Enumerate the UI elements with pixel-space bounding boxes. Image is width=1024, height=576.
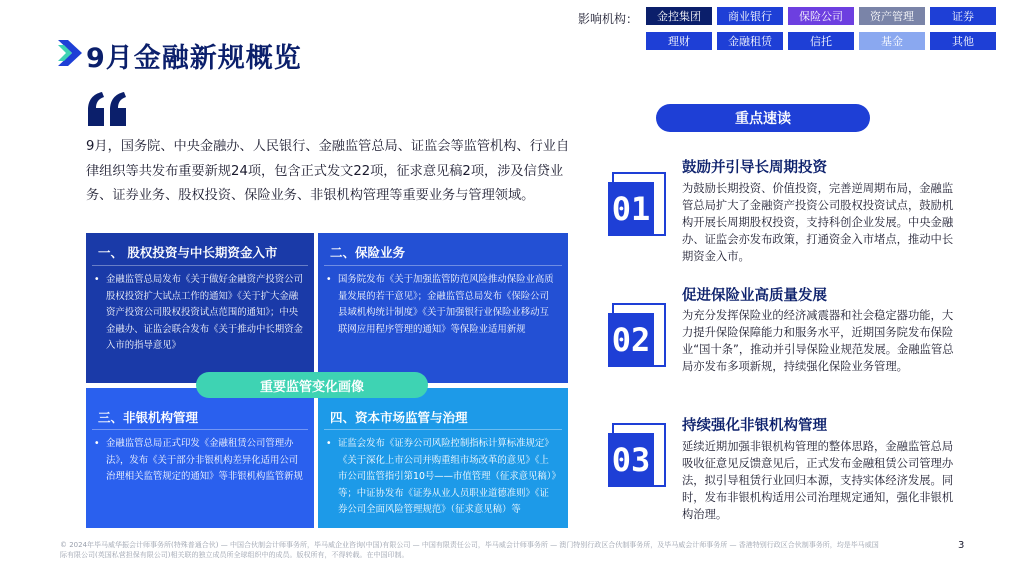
institutions-legend (646, 7, 996, 50)
bullet-icon: • (326, 274, 332, 285)
center-label: 重要监管变化画像 (196, 372, 428, 398)
footer-disclaimer: © 2024年毕马威华振会计师事务所(特殊普通合伙) — 中国合伙制会计师事务所，毕马威企业咨询(中国)有限公司 — 中国有限责任公司，毕马威会计师事务所 — 澳门特别行政区合伙制事务所，及毕马威会计师事务所 — 香港特别行政区合伙制事务所，均是毕马威国际有限公司(英国私营担保有限公司)相关联的独立成员所全球组织中的成员。版权所有，不得转载。在中国印制。 (60, 541, 879, 559)
intro-paragraph: 9月，国务院、中央金融办、人民银行、金融监管总局、证监会等监管机构、行业自律组织等共发布重要新规24项，包含正式发文22项，征求意见稿2项，涉及信贷业务、证券业务、股权投资、保险业务、非银机构管理等重要业务与管理领域。 (86, 139, 570, 203)
quadrant-title: 二、保险业务 (324, 233, 562, 266)
institution-chip: 基金 (859, 32, 925, 50)
quadrant-text: 金融监管总局正式印发《金融租赁公司管理办法》，发布《关于部分非银机构差异化适用公司治理相关监管规定的通知》等非银机构监管新规 (106, 438, 303, 482)
bullet-icon: • (94, 438, 100, 449)
institution-chip: 信托 (788, 32, 854, 50)
quadrant-insurance (318, 233, 568, 383)
quadrant-non-bank (86, 388, 314, 528)
number-badge (612, 423, 666, 487)
bullet-icon: • (94, 274, 100, 285)
focus-text: 延续近期加强非银机构管理的整体思路，金融监管总局吸收征意见反馈意见后，正式发布金融租赁公司管理办法，拟引导租赁行业回归本源，支持实体经济发展。同时，发布非银机构适用公司治理规定通知，强化非银机构治理。 (682, 440, 954, 521)
quote-icon (86, 92, 130, 126)
institution-chip: 商业银行 (717, 7, 783, 25)
focus-title: 促进保险业高质量发展 (682, 288, 827, 304)
institution-chip: 金融租赁 (717, 32, 783, 50)
quadrant-title: 四、资本市场监管与治理 (324, 388, 562, 430)
focus-text: 为充分发挥保险业的经济减震器和社会稳定器功能，大力提升保险保障能力和服务水平，近期国务院发布保险业“国十条”，推动并引导保险业规范发展。金融监管总局亦发布多项新规，持续强化保险业务管理。 (682, 309, 954, 373)
institutions-label: 影响机构： (578, 12, 639, 26)
institution-chip: 金控集团 (646, 7, 712, 25)
page-number: 3 (958, 540, 965, 551)
number-badge-text: 01 (608, 182, 654, 236)
institution-chip: 证券 (930, 7, 996, 25)
key-points-label: 重点速读 (656, 104, 870, 132)
institution-chip: 其他 (930, 32, 996, 50)
focus-title: 持续强化非银机构管理 (682, 418, 827, 434)
number-badge-text: 02 (608, 313, 654, 367)
focus-text: 为鼓励长期投资、价值投资，完善逆周期布局，金融监管总局扩大了金融资产投资公司股权投资试点，鼓励机构开展长周期股权投资，支持科创企业发展。中央金融办、证监会亦发布政策，打通资金入市堵点，推动中长期资金入市。 (682, 182, 954, 263)
quadrant-text: 国务院发布《关于加强监管防范风险推动保险业高质量发展的若干意见》；金融监管总局发布《保险公司县域机构统计制度》《关于加强银行业保险业移动互联网应用程序管理的通知》等保险业适用新规 (338, 274, 554, 335)
number-badge (612, 303, 666, 367)
institution-chip: 保险公司 (788, 7, 854, 25)
quadrant-text: 证监会发布《证券公司风险控制指标计算标准规定》《关于深化上市公司并购重组市场改革的意见》《上市公司监管指引第10号——市值管理（征求意见稿）》等；中证协发布《证券从业人员职业道德准则》《证券公司全面风险管理规范》（征求意见稿）等 (338, 438, 557, 515)
bullet-icon: • (326, 438, 332, 449)
quadrant-text: 金融监管总局发布《关于做好金融资产投资公司股权投资扩大试点工作的通知》《关于扩大金融资产投资公司股权投资试点范围的通知》；中央金融办、证监会联合发布《关于推动中长期资金入市的指导意见》 (106, 274, 303, 351)
page-title: 9月金融新规概览 (86, 43, 302, 74)
brand-arrow-icon (58, 40, 82, 66)
quadrant-equity-investment (86, 233, 314, 383)
number-badge (612, 172, 666, 236)
quadrant-capital-market (318, 388, 568, 528)
institution-chip: 理财 (646, 32, 712, 50)
focus-title: 鼓励并引导长周期投资 (682, 160, 827, 176)
quadrant-title: 三、非银机构管理 (92, 388, 308, 430)
institution-chip: 资产管理 (859, 7, 925, 25)
number-badge-text: 03 (608, 433, 654, 487)
quadrant-title: 一、 股权投资与中长期资金入市 (92, 233, 308, 266)
